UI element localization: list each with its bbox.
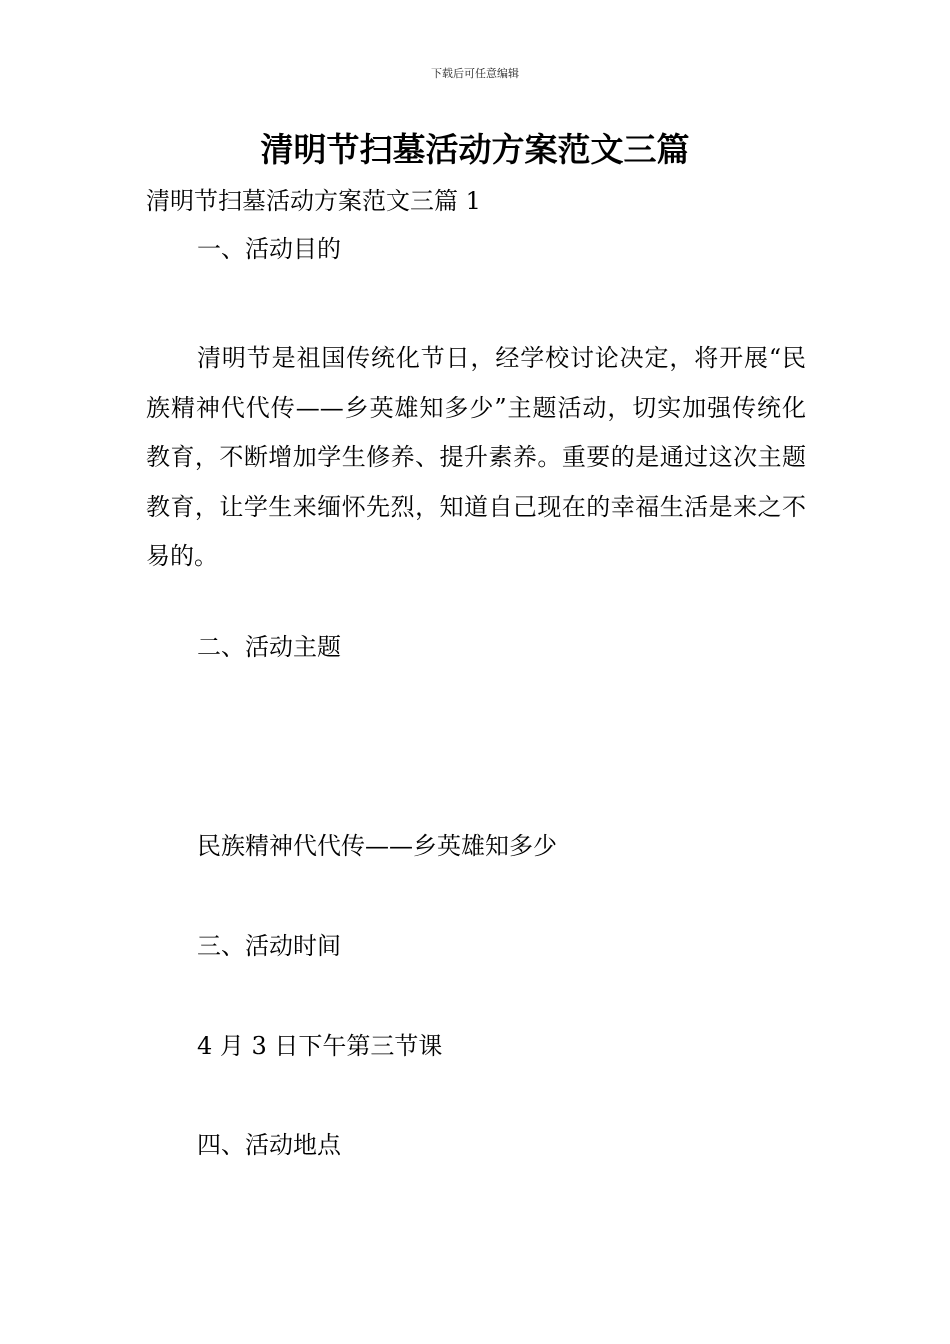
document-subtitle: 清明节扫墓活动方案范文三篇 1 (146, 187, 481, 215)
goal-paragraph: 清明节是祖国传统化节日，经学校讨论决定，将开展“民族精神代代传——乡英雄知多少”主题活动，切实加强传统化教育，不断增加学生修养、提升素养。重要的是通过这次主题教育，让学生来缅怀先烈，知道自己现在的幸福生活是来之不易的。 (146, 344, 806, 571)
section-heading-theme: 二、活动主题 (197, 633, 341, 661)
page-header-note: 下载后可任意编辑 (431, 67, 519, 80)
section-heading-goal: 一、活动目的 (197, 235, 341, 263)
section-heading-place: 四、活动地点 (197, 1131, 341, 1159)
document-title: 清明节扫墓活动方案范文三篇 (260, 130, 690, 169)
theme-text: 民族精神代代传——乡英雄知多少 (197, 832, 557, 860)
section-heading-time: 三、活动时间 (197, 932, 341, 960)
time-text: 4 月 3 日下午第三节课 (197, 1032, 443, 1060)
